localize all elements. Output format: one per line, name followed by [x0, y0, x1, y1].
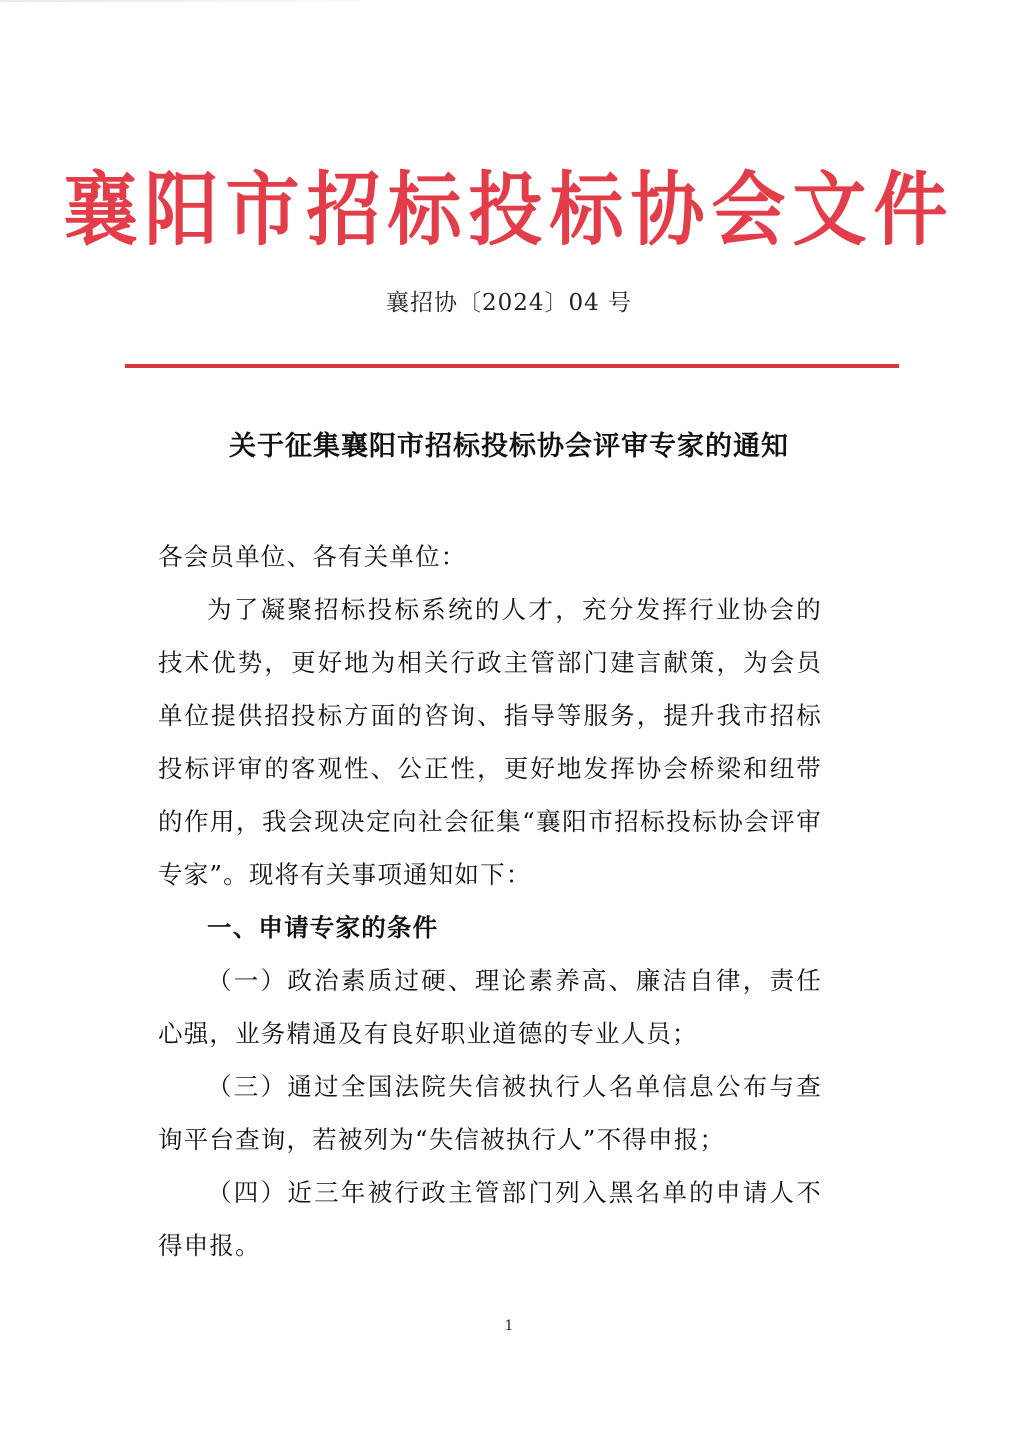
condition-item: （四）近三年被行政主管部门列入黑名单的申请人不得申报。	[158, 1178, 822, 1260]
intro-paragraph: 为了凝聚招标投标系统的人才，充分发挥行业协会的技术优势，更好地为相关行政主管部门建言献策，为会员单位提供招投标方面的咨询、指导等服务，提升我市招标投标评审的客观性、公正性，更好地发挥协会桥梁和纽带的作用，我会现决定向社会征集“襄阳市招标投标协会评审专家”。现将有关事项通知如下：	[158, 595, 822, 889]
page-number: 1	[504, 1318, 514, 1334]
salutation: 各会员单位、各有关单位：	[158, 542, 467, 571]
section-heading-conditions: 一、申请专家的条件	[207, 913, 439, 942]
notice-title: 关于征集襄阳市招标投标协会评审专家的通知	[229, 431, 789, 462]
scan-edge-mark	[0, 0, 360, 2]
condition-item: （一）政治素质过硬、理论素养高、廉洁自律，责任心强，业务精通及有良好职业道德的专业人员；	[158, 966, 822, 1048]
issuer-header-title: 襄阳市招标投标协会文件	[63, 164, 955, 258]
red-header-rule	[125, 364, 899, 368]
condition-item: （三）通过全国法院失信被执行人名单信息公布与查询平台查询，若被列为“失信被执行人”不得申报；	[158, 1072, 822, 1154]
document-number: 襄招协〔2024〕04 号	[385, 290, 633, 316]
notice-body	[158, 530, 822, 1272]
